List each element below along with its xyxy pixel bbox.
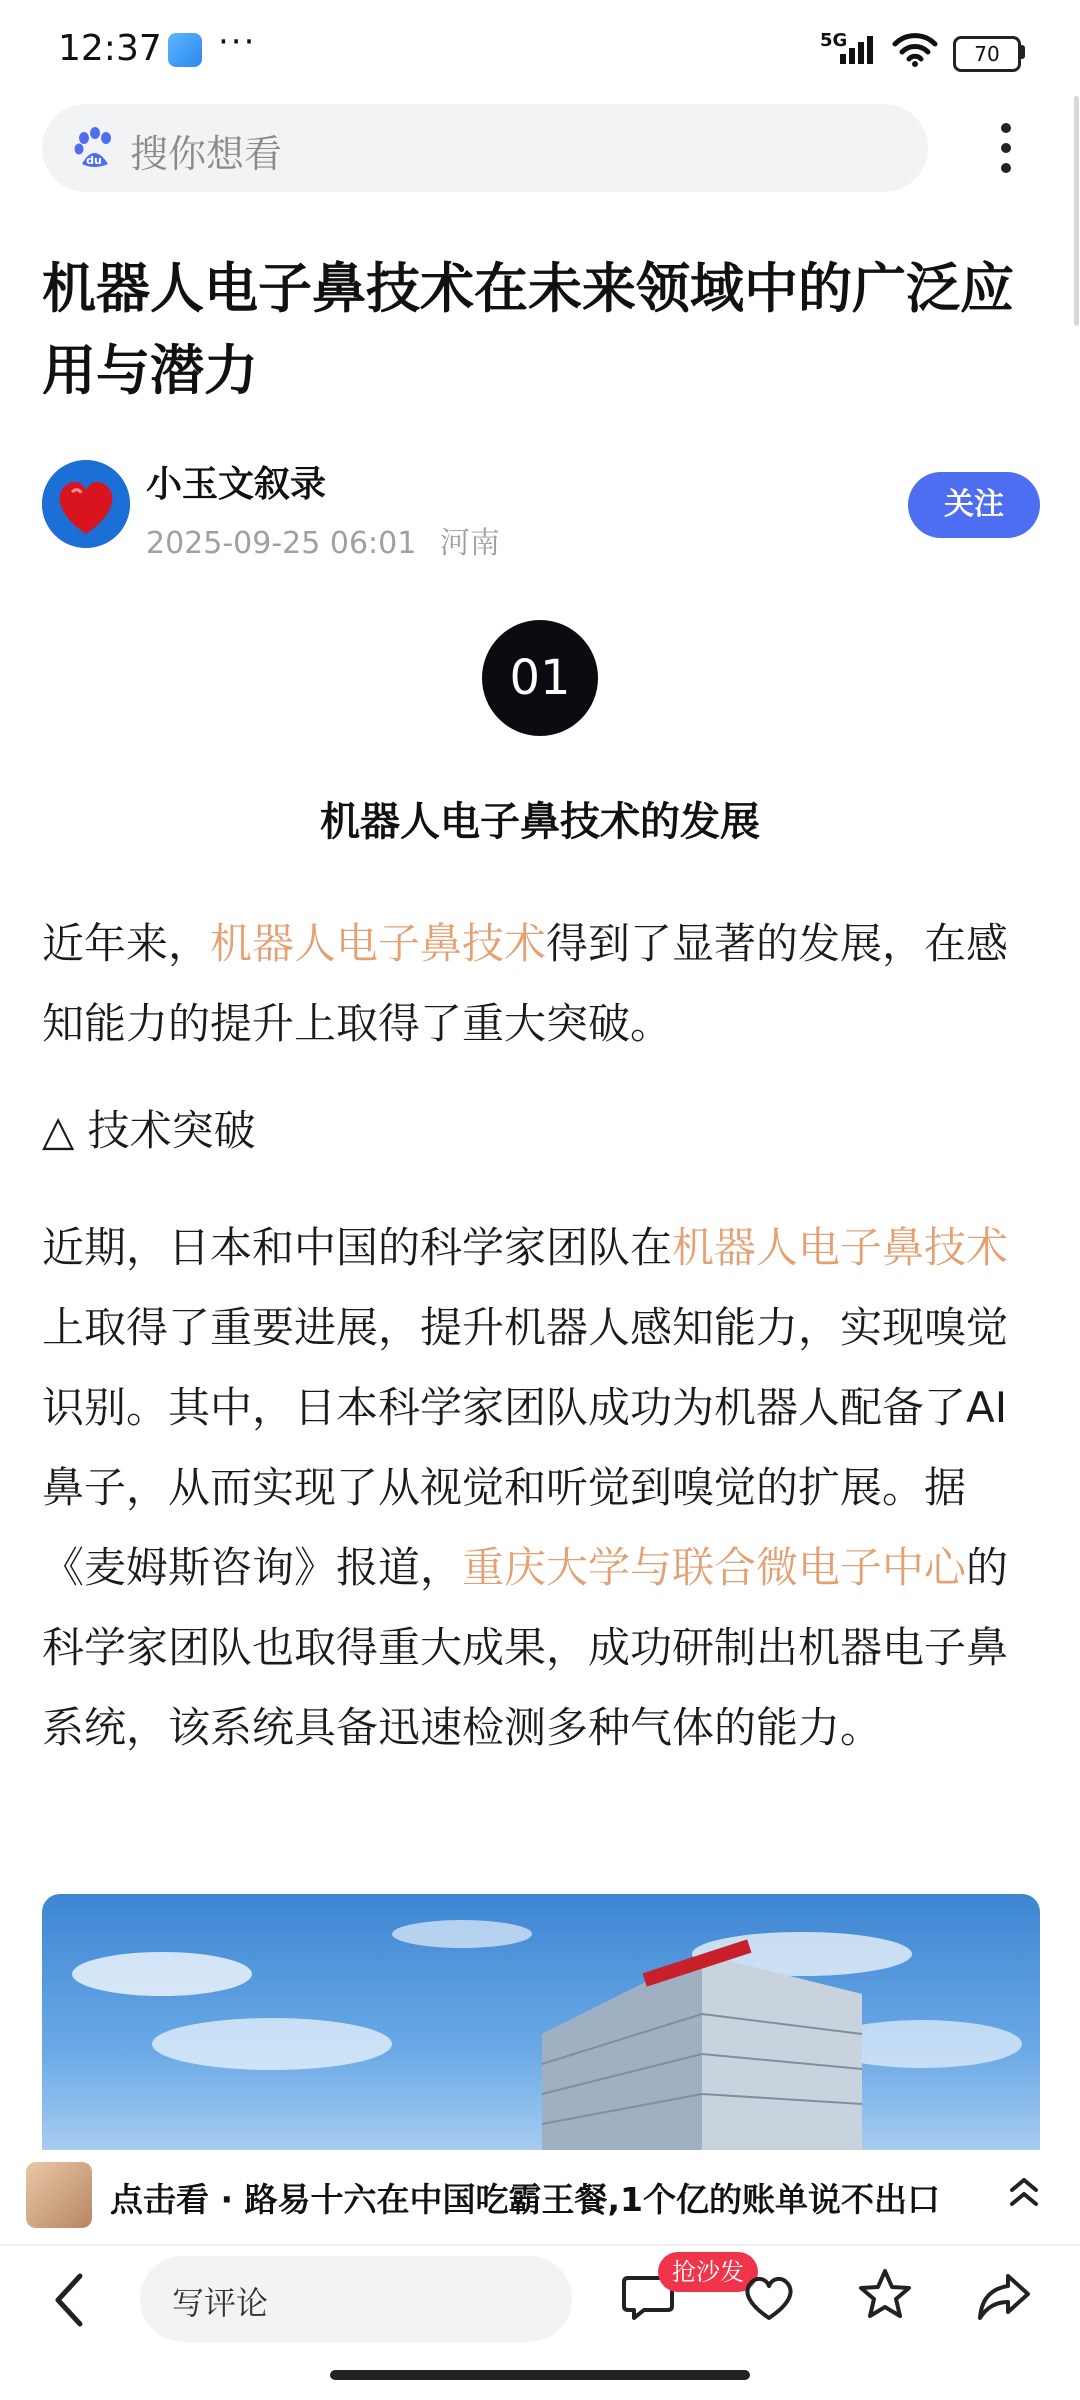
recommendation-text[interactable]: 点击看 · 路易十六在中国吃霸王餐,1个亿的账单说不出口 (110, 2180, 941, 2219)
recommendation-thumbnail[interactable] (26, 2162, 92, 2228)
section-heading: 机器人电子鼻技术的发展 (320, 799, 760, 845)
author-name[interactable]: 小玉文叙录 (146, 464, 327, 505)
divider (0, 2244, 1080, 2246)
publish-date: 2025-09-25 06:01 (146, 526, 417, 561)
share-icon[interactable] (974, 2268, 1032, 2324)
paragraph-text: 得到了显著的发展，在感知能力的提升上取得了重大突破。 (42, 919, 1009, 1048)
home-indicator[interactable] (330, 2370, 750, 2380)
battery-level: 70 (974, 42, 1000, 66)
paragraph-text: 上取得了重要进展，提升机器人感知能力，实现嗅觉识别。其中，日本科学家团队成功为机器人配备了AI鼻子，从而实现了从视觉和听觉到嗅觉的扩展。据《麦姆斯咨询》报道， (42, 1303, 1009, 1592)
wifi-icon (892, 32, 938, 68)
network-type-label: 5G (820, 30, 848, 51)
more-notifications-icon: ··· (218, 22, 257, 62)
article-meta (146, 518, 500, 562)
sofa-badge: 抢沙发 (658, 2252, 758, 2292)
favorite-star-icon[interactable] (856, 2266, 914, 2324)
paragraph-1 (42, 904, 1038, 1064)
paragraph-text: 的科学家团队也取得重大成果，成功研制出机器电子鼻系统，该系统具备迅速检测多种气体的能力。 (42, 1543, 1009, 1752)
article-image[interactable] (42, 1894, 1040, 2154)
back-arrow-icon[interactable] (48, 2268, 92, 2332)
highlight-link[interactable]: 机器人电子鼻技术 (672, 1223, 1009, 1272)
author-avatar[interactable] (42, 460, 130, 548)
paragraph-text: 近年来， (42, 919, 211, 968)
more-options-icon[interactable] (984, 118, 1028, 178)
comment-placeholder[interactable]: 写评论 (172, 2284, 269, 2322)
status-time: 12:37 (58, 28, 162, 69)
expand-up-icon[interactable] (1006, 2172, 1042, 2212)
paragraph-2 (42, 1208, 1038, 1768)
article-title: 机器人电子鼻技术在未来领域中的广泛应用与潜力 (42, 257, 1014, 402)
like-heart-icon[interactable] (740, 2270, 798, 2324)
image-caption: △ 技术突破 (42, 1106, 256, 1155)
follow-button[interactable]: 关注 (908, 472, 1040, 538)
paragraph-text: 近期，日本和中国的科学家团队在 (42, 1223, 673, 1272)
building-photo (42, 1894, 1040, 2154)
publish-location: 河南 (439, 526, 500, 561)
baidu-paw-icon (70, 124, 118, 172)
highlight-link[interactable]: 重庆大学与联合微电子中心 (462, 1543, 967, 1592)
signal-icon (840, 34, 880, 64)
heart-avatar-icon (42, 460, 130, 548)
highlight-link[interactable]: 机器人电子鼻技术 (210, 919, 547, 968)
section-number: 01 (482, 620, 598, 736)
search-input[interactable]: 搜你想看 (130, 132, 283, 176)
app-notification-icon (168, 33, 202, 67)
svg-text:du: du (86, 154, 102, 167)
battery-tip (1020, 45, 1025, 59)
scrollbar[interactable] (1074, 96, 1079, 326)
